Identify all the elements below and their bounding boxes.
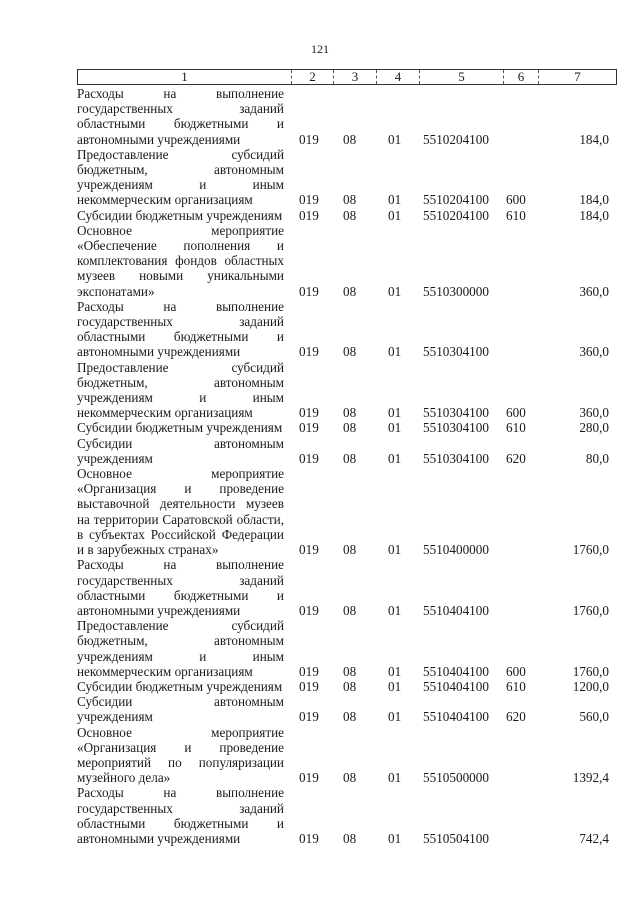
row-name: Расходы на выполнение государственных заданий областными бюджетными и автономными учреждениями <box>77 298 284 360</box>
col-7-value: 1200,0 <box>572 678 609 694</box>
col-7-value: 1392,4 <box>572 770 609 786</box>
table-row <box>77 299 617 360</box>
col-4-value: 01 <box>388 450 402 466</box>
col-7-value: 560,0 <box>579 709 609 725</box>
col-3-value: 08 <box>343 131 357 147</box>
row-name: Субсидии автономным учреждениям <box>77 694 284 725</box>
row-name: Расходы на выполнение государственных заданий областными бюджетными и автономными учреждениями <box>77 86 284 147</box>
header-col-4: 4 <box>377 70 420 84</box>
col-4-value: 01 <box>388 663 402 679</box>
col-3-value: 08 <box>343 770 357 786</box>
table-row <box>77 420 617 435</box>
col-4-value: 01 <box>388 420 402 436</box>
col-2-value: 019 <box>299 207 319 223</box>
col-7-value: 184,0 <box>579 207 609 223</box>
col-7-value: 280,0 <box>579 420 609 436</box>
col-5-value: 5510404100 <box>423 663 489 679</box>
col-2-value: 019 <box>299 542 319 558</box>
row-name: Субсидии бюджетным учреждениям <box>77 678 283 694</box>
col-7-value: 360,0 <box>579 405 609 421</box>
col-2-value: 019 <box>299 663 319 679</box>
row-name: Субсидии автономным учреждениям <box>77 435 284 466</box>
col-7-value: 360,0 <box>579 344 609 360</box>
col-2-value: 019 <box>299 283 319 299</box>
col-2-value: 019 <box>299 830 319 846</box>
col-2-value: 019 <box>299 602 319 618</box>
col-2-value: 019 <box>299 405 319 421</box>
col-5-value: 5510304100 <box>423 420 489 436</box>
col-5-value: 5510304100 <box>423 344 489 360</box>
col-3-value: 08 <box>343 344 357 360</box>
col-3-value: 08 <box>343 678 357 694</box>
col-4-value: 01 <box>388 192 402 208</box>
header-col-5: 5 <box>420 70 504 84</box>
col-2-value: 019 <box>299 420 319 436</box>
col-7-value: 184,0 <box>579 192 609 208</box>
col-3-value: 08 <box>343 663 357 679</box>
col-2-value: 019 <box>299 344 319 360</box>
col-2-value: 019 <box>299 450 319 466</box>
table-row <box>77 679 617 694</box>
header-col-3: 3 <box>334 70 377 84</box>
row-name: Предоставление субсидий бюджетным, автономным учреждениям и иным некоммерческим организациям <box>77 146 284 208</box>
col-4-value: 01 <box>388 131 402 147</box>
col-4-value: 01 <box>388 678 402 694</box>
col-5-value: 5510500000 <box>423 770 489 786</box>
col-2-value: 019 <box>299 131 319 147</box>
col-7-value: 742,4 <box>579 830 609 846</box>
row-name: Основное мероприятие «Обеспечение пополнения и комплектования фондов областных музеев новыми уникальными экспонатами» <box>77 222 284 299</box>
col-3-value: 08 <box>343 542 357 558</box>
table-row <box>77 557 617 618</box>
col-5-value: 5510400000 <box>423 542 489 558</box>
header-col-2: 2 <box>292 70 334 84</box>
row-name: Расходы на выполнение государственных заданий областными бюджетными и автономными учреждениями <box>77 557 284 618</box>
col-4-value: 01 <box>388 770 402 786</box>
row-name: Расходы на выполнение государственных заданий областными бюджетными и автономными учреждениями <box>77 785 284 846</box>
table-row <box>77 436 617 466</box>
col-4-value: 01 <box>388 830 402 846</box>
col-4-value: 01 <box>388 542 402 558</box>
col-2-value: 019 <box>299 770 319 786</box>
row-name: Предоставление субсидий бюджетным, автономным учреждениям и иным некоммерческим организациям <box>77 359 284 421</box>
header-col-7: 7 <box>574 69 581 84</box>
col-5-value: 5510204100 <box>423 207 489 223</box>
col-6-value: 610 <box>506 207 526 223</box>
col-4-value: 01 <box>388 283 402 299</box>
table-row <box>77 208 617 223</box>
col-4-value: 01 <box>388 602 402 618</box>
col-3-value: 08 <box>343 709 357 725</box>
table-row <box>77 725 617 786</box>
col-6-value: 620 <box>506 709 526 725</box>
page-number: 121 <box>311 42 329 56</box>
col-6-value: 600 <box>506 663 526 679</box>
col-5-value: 5510304100 <box>423 405 489 421</box>
col-7-value: 1760,0 <box>572 542 609 558</box>
col-7-value: 360,0 <box>579 283 609 299</box>
col-3-value: 08 <box>343 405 357 421</box>
row-name: Субсидии бюджетным учреждениям <box>77 420 283 436</box>
col-3-value: 08 <box>343 450 357 466</box>
col-6-value: 610 <box>506 420 526 436</box>
col-5-value: 5510404100 <box>423 602 489 618</box>
col-5-value: 5510300000 <box>423 283 489 299</box>
table-row <box>77 694 617 724</box>
col-3-value: 08 <box>343 192 357 208</box>
col-7-value: 1760,0 <box>572 663 609 679</box>
col-2-value: 019 <box>299 678 319 694</box>
col-6-value: 610 <box>506 678 526 694</box>
table-row <box>77 618 617 679</box>
col-5-value: 5510404100 <box>423 678 489 694</box>
col-2-value: 019 <box>299 709 319 725</box>
col-2-value: 019 <box>299 192 319 208</box>
header-col-1: 1 <box>78 70 292 84</box>
col-5-value: 5510304100 <box>423 450 489 466</box>
col-4-value: 01 <box>388 207 402 223</box>
col-7-value: 1760,0 <box>572 602 609 618</box>
table-row <box>77 86 617 147</box>
col-4-value: 01 <box>388 405 402 421</box>
col-6-value: 600 <box>506 192 526 208</box>
col-3-value: 08 <box>343 602 357 618</box>
table-row <box>77 360 617 421</box>
col-5-value: 5510204100 <box>423 192 489 208</box>
col-5-value: 5510504100 <box>423 830 489 846</box>
col-4-value: 01 <box>388 709 402 725</box>
col-3-value: 08 <box>343 207 357 223</box>
header-col-6: 6 <box>504 70 539 84</box>
table-row <box>77 785 617 846</box>
col-6-value: 600 <box>506 405 526 421</box>
table-row <box>77 466 617 557</box>
row-name: Предоставление субсидий бюджетным, автономным учреждениям и иным некоммерческим организациям <box>77 618 284 679</box>
row-name: Основное мероприятие «Организация и проведение выставочной деятельности музеев на территории Саратовской области, в субъектах Российской Федерации и в зарубежных странах» <box>77 466 284 558</box>
row-name: Субсидии бюджетным учреждениям <box>77 207 283 223</box>
table-row <box>77 147 617 208</box>
col-6-value: 620 <box>506 450 526 466</box>
row-name: Основное мероприятие «Организация и проведение мероприятий по популяризации музейного дела» <box>77 724 284 786</box>
col-3-value: 08 <box>343 830 357 846</box>
col-7-value: 184,0 <box>579 131 609 147</box>
col-3-value: 08 <box>343 420 357 436</box>
table-row <box>77 223 617 299</box>
table-header-row <box>77 69 617 85</box>
col-3-value: 08 <box>343 283 357 299</box>
col-5-value: 5510204100 <box>423 131 489 147</box>
col-5-value: 5510404100 <box>423 709 489 725</box>
col-7-value: 80,0 <box>585 450 609 466</box>
col-4-value: 01 <box>388 344 402 360</box>
table-body <box>77 86 617 846</box>
